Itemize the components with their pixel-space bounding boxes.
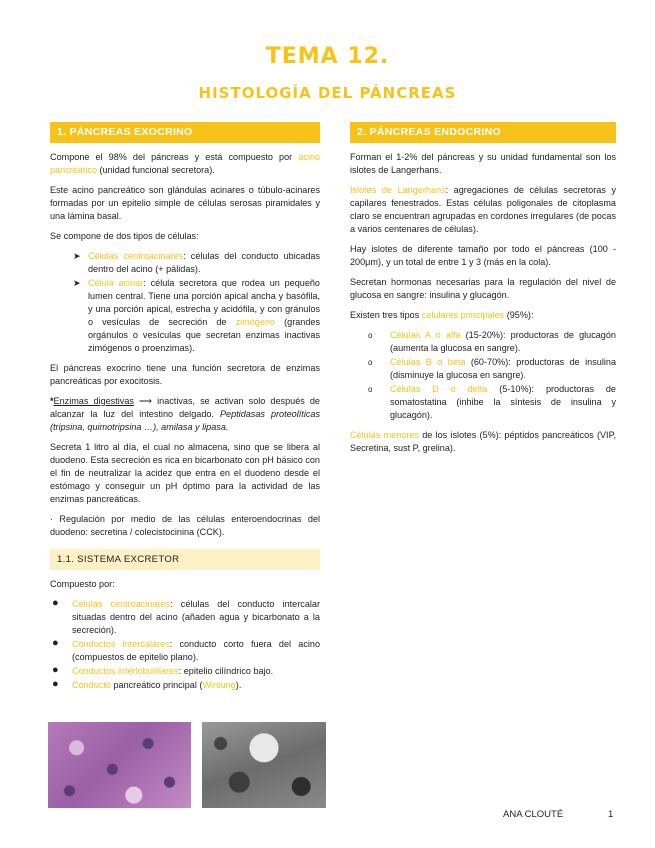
circle-bullet-icon: o: [368, 358, 373, 367]
page-title: TEMA 12.: [265, 44, 390, 69]
cell-type-list: [50, 250, 320, 355]
list-item: ➤ Células centroacinares: células del conducto ubicadas dentro del acino (+ pálidas).: [73, 251, 320, 274]
list-item: ● Células centroacinares: células del conducto intercalar situadas dentro del acino (añaden agua y bicarbonato a la secreción).: [52, 597, 320, 635]
paragraph: Células menores de los islotes (5%): péptidos pancreáticos (VIP, Secretina, sust P, grelina).: [350, 430, 616, 453]
arrow-bullet-icon: ➤: [73, 251, 81, 261]
bullet-icon: ●: [52, 637, 59, 649]
duct-list: [50, 598, 320, 692]
paragraph: Secretan hormonas necesarias para la regulación del nivel de glucosa en sangre: insulina y glucagón.: [350, 277, 616, 300]
paragraph: Compuesto por:: [50, 579, 115, 589]
subsection-heading-excretory: 1.1. SISTEMA EXCRETOR: [50, 549, 320, 570]
paragraph: Hay islotes de diferente tamaño por todo el páncreas (100 - 200μm), y un total de entre 1 y 3 (más en la cola).: [350, 244, 616, 267]
list-item: o Células A o alfa (15-20%): productoras de glucagón (aumenta la glucosa en sangre).: [368, 330, 616, 353]
histology-micrograph-image: [48, 722, 191, 808]
page-number: 1: [608, 809, 614, 820]
list-item: o Células B o beta (60-70%): productoras de insulina (disminuye la glucosa en sangre).: [368, 357, 617, 380]
paragraph: Existen tres tipos celulares principales (95%):: [350, 310, 534, 320]
page-subtitle: HISTOLOGÍA DEL PÁNCREAS: [198, 84, 457, 102]
left-column: [50, 122, 320, 699]
paragraph: Compone el 98% del páncreas y está compuesto por acino pancreático (unidad funcional secretora).: [50, 152, 320, 175]
paragraph: · Regulación por medio de las células enteroendocrinas del duodeno: secretina / colecistocinina (CCK).: [50, 514, 320, 537]
circle-bullet-icon: o: [368, 385, 373, 394]
islet-cell-list: [350, 329, 616, 422]
list-item: ● Conductos intercalares: conducto corto fuera del acino (compuestos de epitelio plano).: [52, 637, 321, 662]
bullet-icon: ●: [52, 664, 59, 676]
paragraph: Forman el 1-2% del páncreas y su unidad fundamental son los islotes de Langerhans.: [350, 152, 616, 175]
paragraph: El páncreas exocrino tiene una función secretora de enzimas pancreáticas por exocitosis.: [50, 363, 320, 386]
electron-micrograph-image: [202, 722, 326, 808]
paragraph: Este acino pancreático son glándulas acinares o túbulo-acinares formadas por un epitelio simple de células serosas piramidales y una lámina basal.: [50, 185, 320, 221]
arrow-bullet-icon: ➤: [73, 278, 81, 288]
list-item: ● Conducto pancreático principal (Wirsung).: [52, 678, 242, 690]
paragraph: Se compone de dos tipos de células:: [50, 231, 199, 241]
paragraph: Secreta 1 litro al día, el cual no almacena, sino que se libera al duodeno. Esta secreción es rica en bicarbonato con pH básico con el fin de neutralizar la acidez que entra en el duodeno desde el estómago y conseguir un pH óptimo para la actividad de las enzimas pancreáticas.: [50, 442, 320, 504]
bullet-icon: ●: [52, 678, 59, 690]
section-heading-endocrine: 2. PÁNCREAS ENDOCRINO: [350, 122, 616, 143]
paragraph: *Enzimas digestivas ⟶ inactivas, se activan solo después de alcanzar la luz del intestino delgado. Peptidasas proteolíticas (tripsina, quimotripsina …), amilasa y lipasa.: [50, 396, 320, 432]
section-heading-exocrine: 1. PÁNCREAS EXOCRINO: [50, 122, 320, 143]
circle-bullet-icon: o: [368, 331, 373, 340]
footer-author: ANA CLOUTÉ: [503, 809, 564, 820]
list-item: ➤ Célula acinar: célula secretora que rodea un pequeño lumen central. Tiene una porción apical ancha y basófila, y una porción apical, estrecha y acidófila, y con gránulos o vesículas de secreción de zimógeno (grandes orgánulos o vesículas que secretan enzimas inactivas zimógenos o proenzimas).: [73, 278, 320, 353]
list-item: o Células D o delta (5-10%): productoras de somatostatina (inhibe la síntesis de insulina y glucagón).: [368, 384, 616, 420]
paragraph: Islotes de Langerhans: agregaciones de células secretoras y capilares fenestrados. Estas células poligonales de citoplasma claro se encuentran agrupadas en cordones irregulares (de pocas a varios centenares de células).: [350, 185, 616, 234]
bullet-icon: ●: [52, 597, 59, 609]
right-column: [350, 122, 616, 462]
list-item: ● Conductos interlobulillares: epitelio cilíndrico bajo.: [52, 664, 274, 676]
